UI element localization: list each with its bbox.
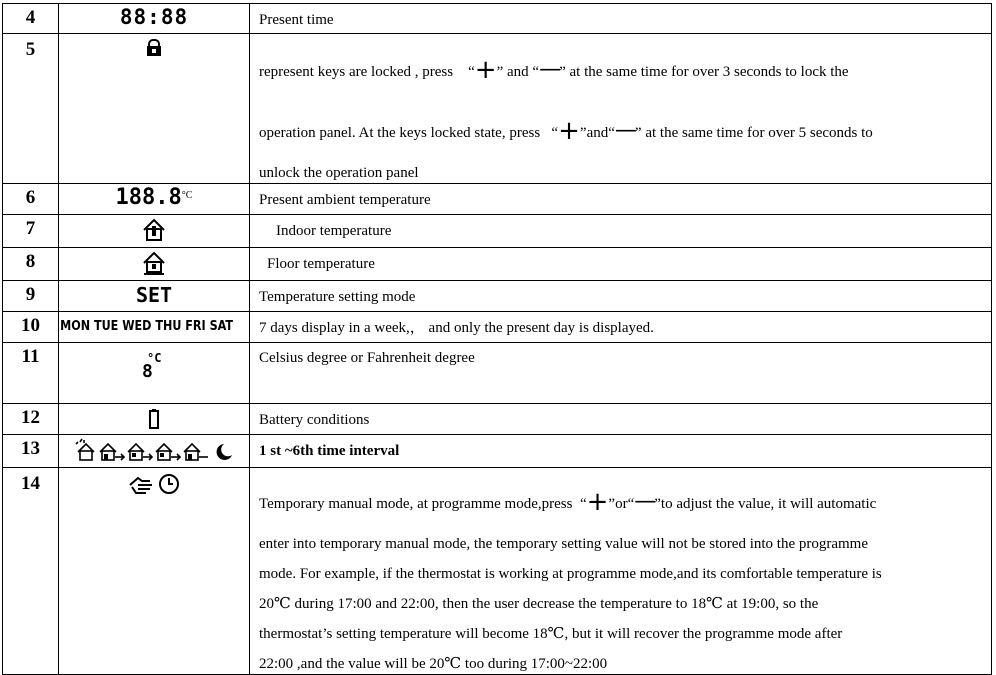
battery-icon (149, 409, 159, 429)
time-interval-icons (74, 438, 234, 462)
plus-key-icon: + (558, 116, 580, 146)
plus-key-icon: + (474, 55, 497, 85)
row-description: Battery conditions (250, 404, 992, 435)
table-row (3, 281, 992, 312)
row-description: Indoor temperature (250, 215, 992, 248)
minus-key-icon: — (634, 489, 655, 514)
row-number: 9 (3, 281, 59, 312)
table-row (3, 4, 992, 34)
row-description: Present ambient temperature (250, 184, 992, 215)
lock-icon (146, 39, 162, 57)
row-description: represent keys are locked , press “+” and “—” at the same time for over 3 seconds to lock the operation panel. At the keys locked state, press “+”and“—” at the same time for over 5 seconds to unlock the operation panel (250, 34, 992, 184)
row-description: Temporary manual mode, at programme mode,press “+”or“—”to adjust the value, it will automatic enter into temporary manual mode, the temporary setting value will not be stored into the programme mode. For example, if the thermostat is working at programme mode,and its comfortable temperature is 20℃ during 17:00 and 22:00, then the user decrease the temperature to 18℃ at 19:00, so the thermostat’s setting temperature will become 18℃, but it will recover the programme mode after 22:00 ,and the value will be 20℃ too during 17:00~22:00 (250, 468, 992, 675)
legend-table (2, 3, 992, 675)
table-row (3, 343, 992, 404)
row-number: 6 (3, 184, 59, 215)
plus-key-icon: + (586, 487, 609, 517)
table-row (3, 312, 992, 343)
table-row (3, 184, 992, 215)
unit-indicator-icon: °C 8 (59, 343, 250, 404)
row-description: 1 st ~6th time interval (250, 435, 992, 468)
row-description: Floor temperature (250, 248, 992, 281)
temperature-digits-icon: $188.8^{^\circ C}$ (59, 184, 250, 215)
row-description: 7 days display in a week,， and only the present day is displayed. (250, 312, 992, 343)
minus-key-icon: — (539, 57, 560, 82)
row-description: Celsius degree or Fahrenheit degree (250, 343, 992, 404)
table-row (3, 248, 992, 281)
row-description: Temperature setting mode (250, 281, 992, 312)
table-row (3, 468, 992, 675)
table-row (3, 404, 992, 435)
row-number: 14 (3, 468, 59, 675)
row-number: 7 (3, 215, 59, 248)
set-mode-icon: SET (59, 281, 250, 312)
hand-icon (128, 483, 158, 499)
table-row (3, 215, 992, 248)
house-indoor-icon (142, 218, 166, 242)
clock-digits-icon: 88:88 (59, 4, 250, 34)
house-floor-icon (142, 251, 166, 275)
table-row (3, 435, 992, 468)
row-number: 11 (3, 343, 59, 404)
minus-key-icon: — (614, 118, 635, 143)
row-number: 10 (3, 312, 59, 343)
row-number: 8 (3, 248, 59, 281)
row-number: 13 (3, 435, 59, 468)
row-description: Present time (250, 4, 992, 34)
table-row (3, 34, 992, 184)
weekday-icons: MON TUE WED THU FRI SAT (59, 312, 250, 343)
row-number: 5 (3, 34, 59, 184)
row-number: 4 (3, 4, 59, 34)
row-number: 12 (3, 404, 59, 435)
clock-icon (158, 483, 180, 499)
